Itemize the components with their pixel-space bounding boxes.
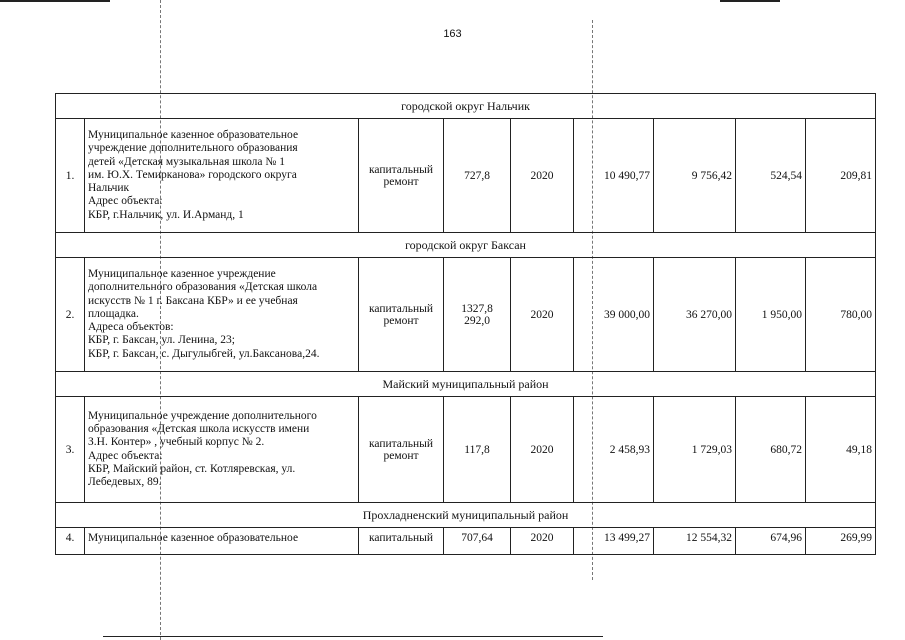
work-type-cell-line: капитальный: [368, 163, 434, 176]
year-cell: 2020: [511, 397, 574, 503]
object-description-cell-line: Муниципальное учреждение дополнительного: [88, 409, 317, 422]
regional-amount-cell: 1 950,00: [736, 258, 806, 372]
table-body: [56, 94, 876, 555]
area-cell-line: 1327,8: [461, 302, 493, 315]
year-cell: 2020: [511, 528, 574, 555]
object-description-cell-line: Адрес объекта:: [88, 449, 163, 462]
year-cell: 2020: [511, 119, 574, 233]
federal-amount-cell: 1 729,03: [654, 397, 736, 503]
section-header-row: [56, 372, 876, 397]
section-title: Прохладненский муниципальный район: [56, 503, 876, 528]
federal-amount-cell: 36 270,00: [654, 258, 736, 372]
object-description-cell-line: З.Н. Контер» , учебный корпус № 2.: [88, 436, 265, 449]
work-type-cell: [359, 258, 444, 372]
object-description-cell-line: Муниципальное казенное образовательное: [88, 532, 299, 544]
work-type-cell-line: капитальный: [368, 302, 434, 315]
work-type-cell-line: ремонт: [383, 314, 419, 327]
object-description-cell-line: Лебедевых, 89.: [88, 475, 162, 488]
area-cell: [444, 528, 511, 555]
row-number-cell: 4.: [56, 528, 85, 555]
year-cell: 2020: [511, 258, 574, 372]
table-row: [56, 397, 876, 503]
object-description-cell: [85, 119, 359, 233]
table-row: [56, 528, 876, 555]
total-amount-cell: 10 490,77: [574, 119, 654, 233]
object-description-cell-line: площадка.: [88, 307, 139, 320]
row-number-cell: 1.: [56, 119, 85, 233]
work-type-cell: [359, 397, 444, 503]
page-number: 163: [443, 28, 462, 40]
regional-amount-cell: 674,96: [736, 528, 806, 555]
regional-amount-cell: 524,54: [736, 119, 806, 233]
work-type-cell-line: ремонт: [383, 449, 419, 462]
area-cell: [444, 258, 511, 372]
total-amount-cell: 2 458,93: [574, 397, 654, 503]
object-description-cell-line: искусств № 1 г. Баксана КБР» и ее учебная: [88, 294, 298, 307]
section-title: городской округ Баксан: [56, 233, 876, 258]
object-description-cell-line: КБР, г.Нальчик, ул. И.Арманд, 1: [88, 208, 244, 221]
work-type-cell-line: капитальный: [368, 437, 434, 450]
object-description-cell: [85, 528, 359, 555]
table-row: [56, 119, 876, 233]
object-description-cell: [85, 258, 359, 372]
section-title: городской округ Нальчик: [56, 94, 876, 119]
local-amount-cell: 209,81: [806, 119, 876, 233]
table-row: [56, 258, 876, 372]
section-header-row: [56, 233, 876, 258]
section-header-row: [56, 94, 876, 119]
total-amount-cell: 39 000,00: [574, 258, 654, 372]
section-header-row: [56, 503, 876, 528]
object-description-cell-line: Адреса объектов:: [88, 321, 174, 334]
row-number-cell: 2.: [56, 258, 85, 372]
scan-edge-top-right: [720, 0, 780, 2]
object-description-cell-line: детей «Детская музыкальная школа № 1: [88, 155, 285, 168]
work-type-cell-line: капитальный: [368, 532, 434, 544]
local-amount-cell: 269,99: [806, 528, 876, 555]
object-description-cell-line: образования «Детская школа искусств имени: [88, 423, 310, 436]
work-type-cell: [359, 528, 444, 555]
total-amount-cell: 13 499,27: [574, 528, 654, 555]
regional-amount-cell: 680,72: [736, 397, 806, 503]
object-description-cell-line: КБР, г. Баксан, ул. Ленина, 23;: [88, 334, 235, 347]
area-cell-line: 292,0: [464, 314, 490, 327]
work-type-cell: [359, 119, 444, 233]
object-description-cell-line: КБР, г. Баксан, с. Дыгулыбгей, ул.Баксанова,24.: [88, 347, 320, 360]
area-cell: [444, 119, 511, 233]
local-amount-cell: 49,18: [806, 397, 876, 503]
area-cell-line: 727,8: [464, 169, 490, 182]
federal-amount-cell: 12 554,32: [654, 528, 736, 555]
work-type-cell-line: ремонт: [383, 175, 419, 188]
object-description-cell-line: КБР, Майский район, ст. Котляревская, ул.: [88, 462, 296, 475]
object-description-cell-line: Нальчик: [88, 182, 130, 195]
scan-edge-top-left: [0, 0, 110, 2]
federal-amount-cell: 9 756,42: [654, 119, 736, 233]
local-amount-cell: 780,00: [806, 258, 876, 372]
row-number-cell: 3.: [56, 397, 85, 503]
object-description-cell-line: Муниципальное казенное учреждение: [88, 268, 276, 281]
funding-table: [55, 93, 876, 555]
area-cell-line: 117,8: [464, 443, 490, 456]
object-description-cell-line: Муниципальное казенное образовательное: [88, 129, 299, 142]
object-description-cell-line: Адрес объекта:: [88, 195, 163, 208]
area-cell: [444, 397, 511, 503]
area-cell-line: 707,64: [461, 532, 493, 544]
scan-edge-bottom: [103, 636, 603, 637]
object-description-cell: [85, 397, 359, 503]
object-description-cell-line: учреждение дополнительного образования: [88, 142, 298, 155]
section-title: Майский муниципальный район: [56, 372, 876, 397]
object-description-cell-line: дополнительного образования «Детская школа: [88, 281, 318, 294]
object-description-cell-line: им. Ю.Х. Темирканова» городского округа: [88, 168, 297, 181]
